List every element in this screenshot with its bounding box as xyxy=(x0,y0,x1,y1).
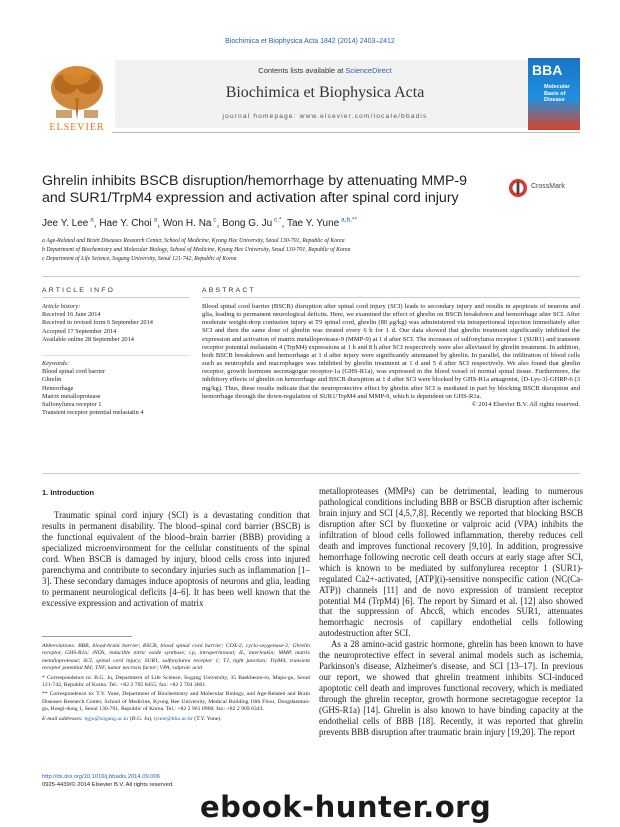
section-divider xyxy=(42,473,580,474)
correspondence-footnote-2: ** Correspondence to: T.Y. Yune, Department of Biochemistry and Molecular Biology, and Age-Related and Brain Diseases Research Center, School of Medicine, Kyung Hee University, Medical Building 10th Floor, Dongdaemun-gu, Hoegi-dong 1, Seoul 130-701, Republic of Korea. Tel.: +82 2 961 0968; fax: +82 2 969 6343. xyxy=(42,691,310,713)
email-label: E-mail addresses: xyxy=(42,715,85,722)
introduction-heading: 1. Introduction xyxy=(42,488,95,497)
correspondence-footnote-1: * Correspondence to: B.G. Ju, Department of Life Science, Sogang University, 35 Baekbeom-ro, Mapo-gu, Seoul 121-742, Republic of Korea. Tel.: +82 2 705 8455; fax: +82 2 704 3601. xyxy=(42,674,310,689)
contents-prefix: Contents lists available at xyxy=(258,66,346,75)
article-history xyxy=(42,303,192,344)
watermark-text: ebook-hunter.org xyxy=(200,790,492,824)
keyword-item: Ghrelin xyxy=(42,376,62,384)
email-link-ju[interactable]: bgju@sogang.ac.kr xyxy=(84,715,129,722)
article-title: Ghrelin inhibits BSCB disruption/hemorrhage by attenuating MMP-9 and SUR1/TrpM4 expression and activation after spinal cord injury xyxy=(42,173,468,206)
abstract-copyright: © 2014 Elsevier B.V. All rights reserved. xyxy=(471,400,580,408)
abstract-body xyxy=(202,303,580,409)
doi-link[interactable]: http://dx.doi.org/10.1016/j.bbadis.2014.09.006 xyxy=(42,774,160,780)
history-item: Available online 28 September 2014 xyxy=(42,335,134,343)
history-item: Accepted 17 September 2014 xyxy=(42,327,117,335)
abstract-divider xyxy=(202,297,580,298)
sciencedirect-link[interactable]: ScienceDirect xyxy=(345,66,392,75)
article-info-heading: ARTICLE INFO xyxy=(42,287,116,294)
introduction-right-column xyxy=(319,486,583,738)
footnote-divider xyxy=(42,636,132,637)
keywords-divider xyxy=(42,355,190,356)
keyword-item: Hemorrhage xyxy=(42,384,74,392)
keyword-item: Matrix metalloprotease xyxy=(42,392,101,400)
cover-subtitle xyxy=(544,84,570,104)
abbreviations-footnote: Abbreviations: BBB, blood-brain barrier; BSCB, blood spinal cord barrier; COX-2, cyclo-oxygenase-2; Ghrelin receptor, GHS-R1a; iNOS, inducible nitric oxide synthase; i.p, intraperitoneal; IL, interleukin; MMP, matrix metalloprotease; SCI, spinal cord injury; SUR1, sulfonylurea receptor 1; TJ, tight junction; TrpM4, transient receptor potential M4; TNF, tumor necrosis factor; VPA, valproic acid xyxy=(42,643,310,672)
introduction-left-column xyxy=(42,510,310,609)
keyword-item: Sulfonylurea receptor 1 xyxy=(42,401,102,409)
history-item: Received 16 June 2014 xyxy=(42,311,101,319)
footnotes xyxy=(42,643,310,723)
journal-reference-link[interactable]: Biochimica et Biophysica Acta 1842 (2014) 2403–2412 xyxy=(225,38,395,45)
author-affiliation-marker[interactable]: a xyxy=(151,217,158,224)
abstract-text: Blood spinal cord barrier (BSCB) disruption after spinal cord injury (SCI) leads to secondary injury and results in apoptosis of neurons and glia, leading to permanent neurological deficits. Here, we examined the effect of ghrelin on BSCB breakdown and hemorrhage after SCI. After moderate weight-drop contusion injury at T9 spinal cord, ghrelin (80 μg/kg) was administered via intraperitoneal injection immediately after SCI and then the same dose of ghrelin was treated every 6 h for 1 d. Our data showed that ghrelin treatment significantly inhibited the expression and activation of matrix metalloprotease-9 (MMP-9) at 1 d after SCI. The increases of sulfonylurea receptor 1 (SUR1) and transient receptor potential melastatin 4 (TrpM4) expressions at 1 h and 8 h after SCI respectively were also alleviated by ghrelin treatment. In addition, both BSCB breakdown and hemorrhage at 1 d after injury were significantly attenuated by ghrelin. In parallel, the infiltration of blood cells such as neutrophils and macrophages was inhibited by ghrelin treatment at 1 d and 5 d after SCI respectively. We also found that ghrelin receptor, growth hormone secretagogue receptor-1a (GHS-R1a), was expressed in the blood vessel of normal spinal tissue. Furthermore, the inhibitory effects of ghrelin on hemorrhage and BSCB disruption at 1 d after SCI were blocked by GHS-R1a antagonist, [D-Lys-3]-GHRP-6 (3 mg/kg). Thus, these results indicate that the neuroprotective effect by ghrelin after SCI is mediated in part by blocking BSCB disruption and hemorrhage through the down-regulation of SUR1/TrpM4 and MMP-9, which is dependent on GHS-R1a. xyxy=(202,303,580,400)
author-affiliation-marker[interactable]: a,b,** xyxy=(339,217,357,224)
email-owner-yune: (T.Y. Yune). xyxy=(192,715,222,722)
author-name[interactable]: Hae Y. Choi $^a$ xyxy=(99,217,158,230)
affiliation-item: a Age-Related and Brain Diseases Research Center, School of Medicine, Kyung Hee University, Seoul 130-701, Republic of Korea xyxy=(42,238,345,244)
article-info-divider xyxy=(42,297,190,298)
email-owner-ju: (B.G. Ju), xyxy=(128,715,154,722)
journal-homepage-link[interactable]: journal homepage: www.elsevier.com/locate/bbadis xyxy=(222,113,428,120)
email-link-yune[interactable]: tyune@khu.ac.kr xyxy=(153,715,193,722)
cover-line-2: Basis of xyxy=(544,90,566,97)
body-paragraph: metalloproteases (MMPs) can be detrimental, leading to numerous pathological conditions including BBB or BSCB disruption after ischemic brain injury and SCI [4,5,7,8]. Recently we reported that blocking BSCB disruption after SCI by fluoxetine or valproic acid (VPA) inhibits the infiltration of blood cells followed inflammation, thereby reduces cell death and improves functional recovery [9,10]. In addition, progressive hemorrhage following necrotic cell death occurs at early stage after SCI, which is known to be mediated by sulfonylurea receptor 1 (SUR1)-regulated Ca2+-activated, [ATP](i)-sensitive nonspecific cation (NC(Ca-ATP)) channels [11] and de novo expression of transient receptor potential M4 (TrpM4) [6]. The report by Simard et al. [12] also showed that the suppression of Abcc8, which encodes SUR1, attenuates hemorrhagic necrosis of capillary endothelial cells following autodestruction after SCI. xyxy=(319,486,583,639)
author-name[interactable]: Bong G. Ju $^{c,*}$ xyxy=(222,217,282,230)
publisher-name: ELSEVIER xyxy=(49,122,105,133)
journal-cover-image xyxy=(528,58,580,130)
cover-line-1: Molecular xyxy=(544,84,570,90)
abstract-heading: ABSTRACT xyxy=(202,287,256,294)
affiliation-item: c Department of Life Science, Sogang University, Seoul 121-742, Republic of Korea xyxy=(42,256,237,262)
keyword-item: Blood spinal cord barrier xyxy=(42,368,106,376)
author-affiliation-marker[interactable]: c xyxy=(211,217,217,224)
history-label: Article history: xyxy=(42,303,81,310)
cover-bba: BBA xyxy=(532,62,563,78)
author-affiliation-marker[interactable]: a xyxy=(88,217,94,224)
elsevier-logo xyxy=(42,58,112,134)
contents-available-line xyxy=(115,66,535,75)
author-name[interactable]: Won H. Na $^c$ xyxy=(162,217,217,230)
crossmark-label: CrossMark xyxy=(531,183,565,190)
affiliation-list xyxy=(42,237,582,264)
keywords-label: Keywords: xyxy=(42,360,70,367)
email-footnote xyxy=(42,716,310,723)
journal-title: Biochimica et Biophysica Acta xyxy=(225,84,425,101)
section-divider xyxy=(42,276,580,277)
cover-line-3: Disease xyxy=(544,97,565,104)
doi-block xyxy=(42,773,312,789)
author-list: Jee Y. Lee $^a$, Hae Y. Choi $^a$, Won H. Na $^c$, Bong G. Ju $^{c,*}$, Tae Y. Yune $^{a,b,**}$ xyxy=(42,217,357,230)
issn-line: 0925-4439/© 2014 Elsevier B.V. All rights reserved. xyxy=(42,782,174,788)
history-item: Received in revised form 6 September 2014 xyxy=(42,319,153,327)
crossmark-button[interactable] xyxy=(508,178,580,198)
author-affiliation-marker[interactable]: c,* xyxy=(272,217,282,224)
affiliation-item: b Department of Biochemistry and Molecular Biology, School of Medicine, Kyung Hee University, Seoul 130-701, Republic of Korea xyxy=(42,247,351,253)
body-paragraph: Traumatic spinal cord injury (SCI) is a devastating condition that results in permanent disability. The blood–spinal cord barrier (BSCB) is the functional equivalent of the blood–brain barrier (BBB) providing a specialized microenvironment for the cellular constituents of the spinal cord. When BSCB is damaged by injury, blood cells cross into injured parenchyma and contribute to secondary injuries such as inflammation [1–3]. These secondary damages induce apoptosis of neurons and glia, leading to permanent neurological deficits [4–6]. It has been well known that the excessive expression and activation of matrix xyxy=(42,510,310,608)
crossmark-icon xyxy=(508,178,528,198)
body-paragraph: As a 28 amino-acid gastric hormone, ghrelin has been known to have the neuroprotective effect in several animal models such as ischemia, Parkinson's disease, Alzheimer's disease, and SCI [13–17]. In previous our report, we showed that ghrelin treatment inhibits SCI-induced apoptotic cell death and improves functional recovery, which is mediated through the ghrelin receptor, growth hormone secretagogue receptor 1a (GHS-R1a) [14]. Ghrelin is also known to have binding capacity at the endothelial cells of BBB [18]. Recently, it was reported that ghrelin prevents BBB disruption after traumatic brain injury [19,20]. The report xyxy=(319,639,583,737)
keyword-list xyxy=(42,360,192,417)
author-name[interactable]: Jee Y. Lee $^a$ xyxy=(42,217,94,230)
keyword-item: Transient receptor potential melastatin 4 xyxy=(42,409,144,417)
author-name[interactable]: Tae Y. Yune $^{a,b,**}$ xyxy=(286,217,357,230)
